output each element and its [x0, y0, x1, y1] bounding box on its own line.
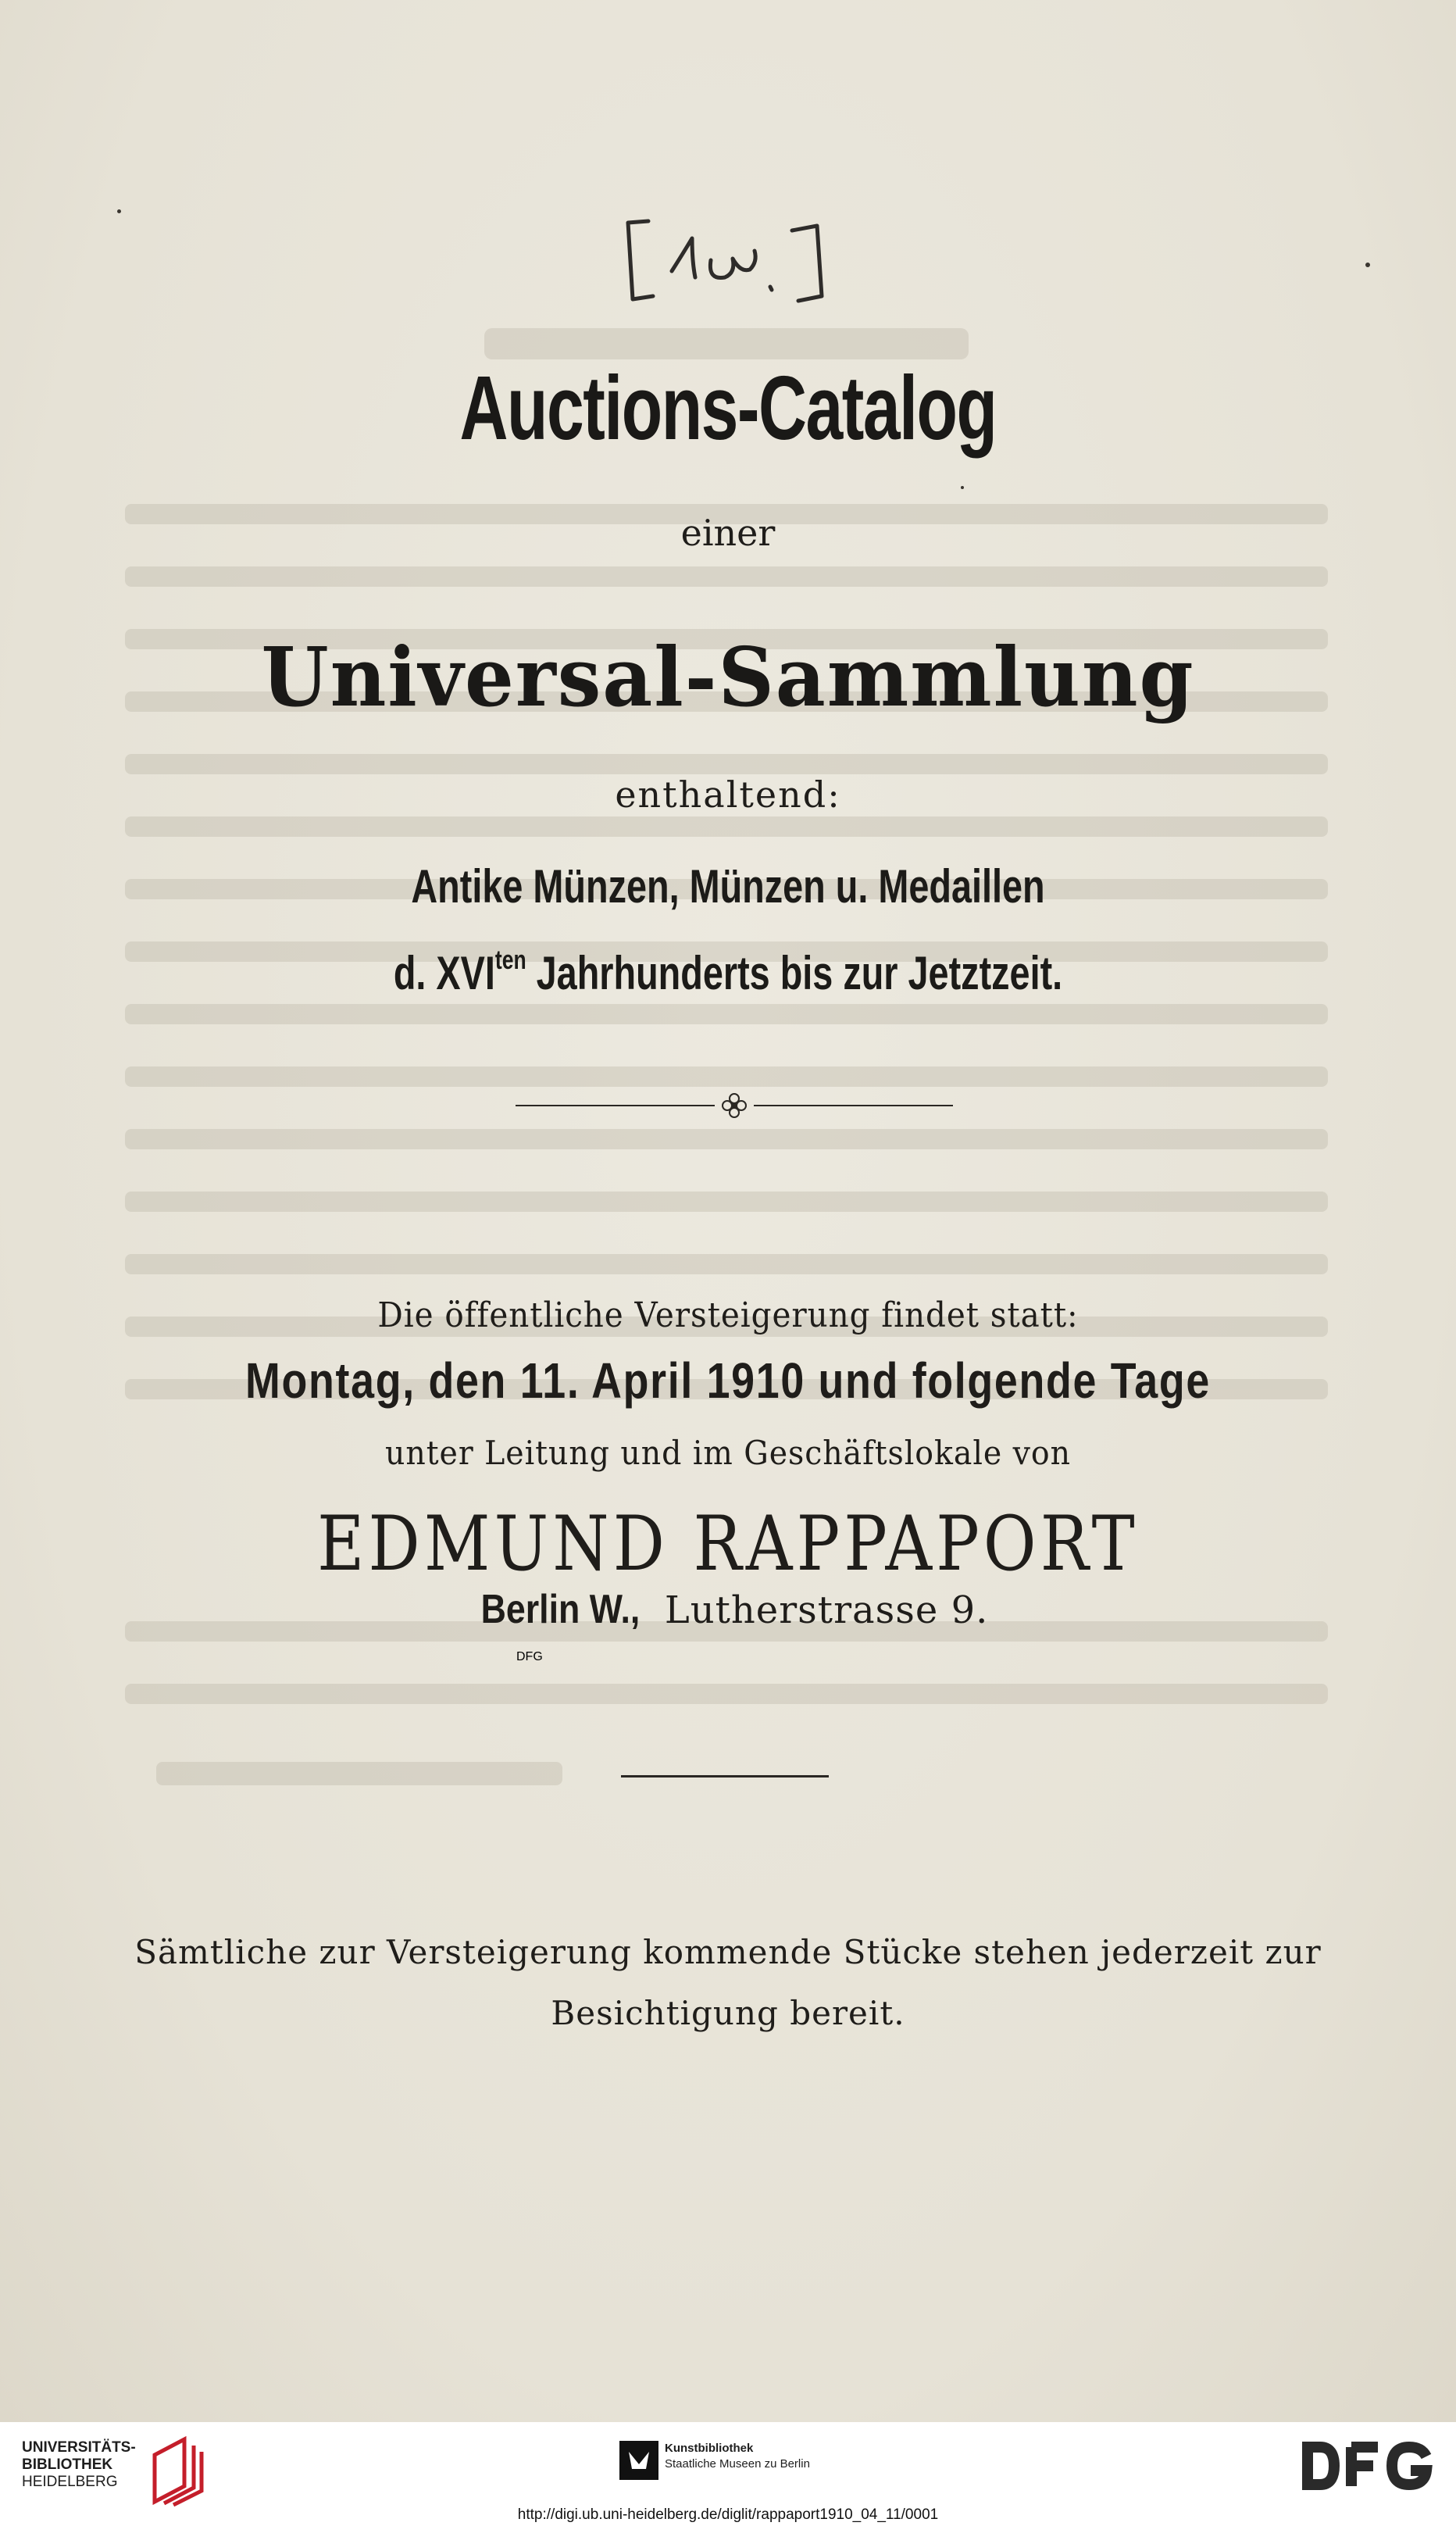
address-street: Lutherstrasse 9.: [664, 1588, 989, 1632]
source-url-link[interactable]: http://digi.ub.uni-heidelberg.de/diglit/rappaport1910_04_11/0001: [517, 2506, 939, 2523]
auctioneer-address: [0, 1586, 1456, 1633]
auction-date: Montag, den 11. April 1910 und folgende Tage: [245, 1352, 1211, 1409]
kunstbibliothek-name: [665, 2441, 810, 2472]
viewing-note-line-2: Besichtigung bereit.: [551, 1994, 905, 2032]
library-name-line-2: BIBLIOTHEK: [22, 2456, 113, 2473]
auction-intro: Die öffentliche Versteigerung findet statt:: [377, 1295, 1079, 1335]
ornamental-divider: [516, 1090, 953, 1121]
kb-name-line-1: Kunstbibliothek: [665, 2442, 754, 2455]
century-superscript: ten: [494, 945, 526, 975]
handwritten-annotation: [617, 199, 851, 316]
berlin-eagle-icon: [619, 2441, 658, 2480]
library-name: [22, 2439, 136, 2491]
catalog-title: Auctions-Catalog: [459, 357, 997, 459]
kunstbibliothek-logo[interactable]: [619, 2441, 810, 2480]
divider-rule: [621, 1775, 829, 1777]
library-name-line-1: UNIVERSITÄTS-: [22, 2439, 136, 2456]
viewing-note: [0, 1922, 1456, 2044]
library-name-line-3: HEIDELBERG: [22, 2474, 118, 2490]
containing-label: enthaltend:: [615, 774, 841, 816]
heidelberg-library-logo[interactable]: [22, 2439, 136, 2491]
kb-name-line-2: Staatliche Museen zu Berlin: [665, 2457, 810, 2471]
viewing-note-line-1: Sämtliche zur Versteigerung kommende Stücke stehen jederzeit zur: [134, 1933, 1322, 1971]
connector-text: einer: [680, 512, 776, 554]
management-line: unter Leitung und im Geschäftslokale von: [384, 1434, 1072, 1472]
address-city: Berlin W.,: [480, 1587, 640, 1632]
content-line-1: Antike Münzen, Münzen u. Medaillen: [411, 860, 1045, 913]
paper-speck: [117, 209, 121, 213]
content-line-2-prefix: d. XVI: [393, 947, 495, 999]
dfg-label: DFG: [516, 1650, 543, 1663]
library-emblem-icon: [150, 2435, 205, 2506]
auctioneer-name: EDMUND RAPPAPORT: [317, 1500, 1139, 1588]
paper-speck: [1365, 263, 1370, 267]
ornament-rosette-icon: [723, 1094, 746, 1117]
content-line-2-suffix: Jahrhunderts bis zur Jetztzeit.: [526, 947, 1063, 999]
collection-title: Universal-Sammlung: [261, 629, 1195, 725]
paper-speck: [961, 486, 964, 489]
content-line-2: [160, 945, 1296, 1000]
